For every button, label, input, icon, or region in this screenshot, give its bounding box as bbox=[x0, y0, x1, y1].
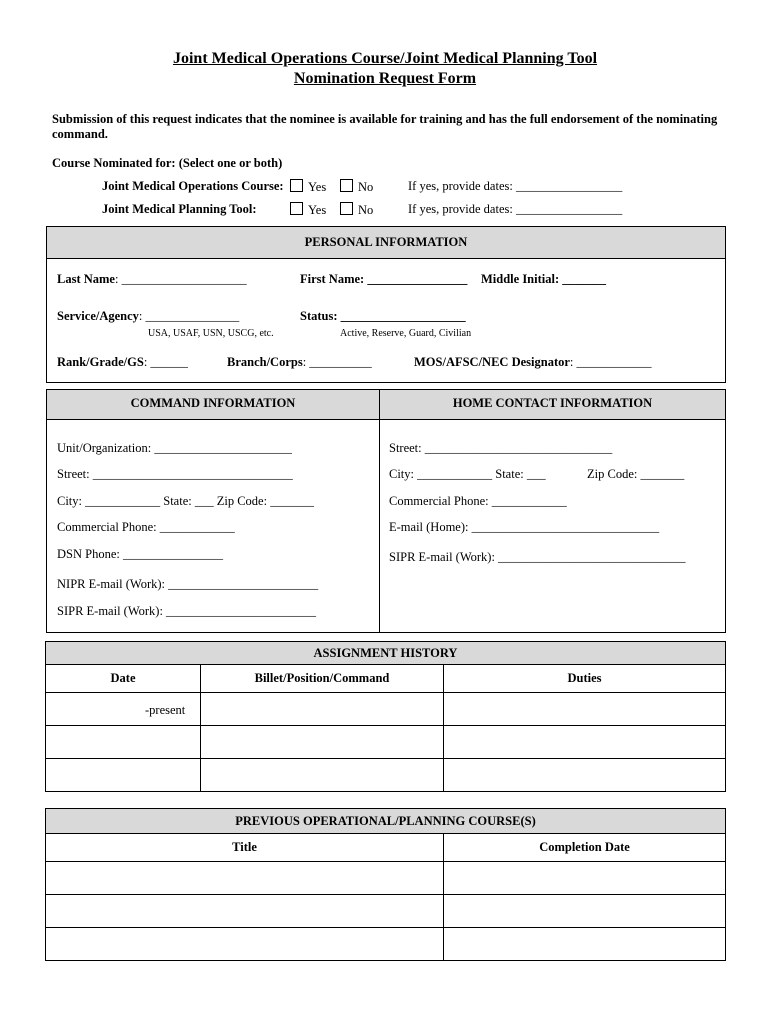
jmpt-no-label: No bbox=[358, 203, 374, 217]
assignment-billet-cell[interactable] bbox=[201, 693, 443, 725]
rank-label: Rank/Grade/GS bbox=[57, 355, 144, 369]
form-title-line2: Nomination Request Form bbox=[293, 70, 477, 87]
intro-text: Submission of this request indicates that the nominee is available for training and has the full endorsement of the nominating command. bbox=[52, 112, 718, 141]
jmpt-yes-option[interactable] bbox=[290, 202, 326, 218]
branch-line: : __________ bbox=[302, 355, 372, 369]
assignment-history-header: ASSIGNMENT HISTORY bbox=[46, 642, 725, 665]
mos-field[interactable] bbox=[414, 355, 652, 370]
previous-completion-cell[interactable] bbox=[444, 862, 725, 894]
rank-line: : ______ bbox=[143, 355, 188, 369]
last-name-label: Last Name bbox=[57, 272, 115, 286]
cmd-dsn-phone-field[interactable]: DSN Phone: ________________ bbox=[57, 547, 223, 561]
middle-initial-field[interactable]: Middle Initial: _______ bbox=[481, 272, 607, 286]
jmoc-yes-checkbox[interactable] bbox=[290, 179, 303, 192]
jmpt-yes-label: Yes bbox=[308, 203, 327, 217]
jmoc-no-option[interactable] bbox=[340, 179, 373, 195]
home-city-state-field[interactable]: City: ____________ State: ___ bbox=[389, 467, 546, 481]
command-info-header: COMMAND INFORMATION bbox=[130, 396, 296, 410]
assignment-row-rule bbox=[45, 725, 726, 726]
jmoc-no-label: No bbox=[358, 180, 374, 194]
command-home-divider bbox=[379, 389, 380, 633]
rank-field[interactable] bbox=[57, 355, 188, 370]
assignment-col-billet: Billet/Position/Command bbox=[254, 671, 390, 685]
cmd-sipr-email-field[interactable]: SIPR E-mail (Work): ________________________ bbox=[57, 604, 317, 618]
assignment-duties-cell[interactable] bbox=[444, 693, 725, 725]
jmoc-label: Joint Medical Operations Course: bbox=[102, 179, 284, 193]
last-name-field[interactable] bbox=[57, 272, 247, 287]
jmpt-dates-field[interactable]: If yes, provide dates: _________________ bbox=[408, 202, 623, 216]
cmd-street-field[interactable]: Street: ________________________________ bbox=[57, 467, 293, 481]
home-email-field[interactable]: E-mail (Home): ______________________________ bbox=[389, 520, 660, 534]
service-hint: USA, USAF, USN, USCG, etc. bbox=[148, 328, 274, 339]
jmpt-no-checkbox[interactable] bbox=[340, 202, 353, 215]
service-agency-field[interactable] bbox=[57, 309, 239, 324]
previous-row-rule bbox=[45, 894, 726, 895]
previous-col-completion: Completion Date bbox=[539, 840, 630, 854]
service-agency-label: Service/Agency bbox=[57, 309, 139, 323]
assignment-date-cell[interactable] bbox=[46, 693, 200, 725]
previous-title-cell[interactable] bbox=[46, 862, 443, 894]
assignment-col-date: Date bbox=[110, 671, 136, 685]
previous-col-title: Title bbox=[232, 840, 257, 854]
first-name-field[interactable]: First Name: ________________ bbox=[300, 272, 468, 286]
previous-courses-header: PREVIOUS OPERATIONAL/PLANNING COURSE(S) bbox=[46, 809, 725, 834]
assignment-present-label: -present bbox=[145, 703, 186, 717]
assignment-col-duties: Duties bbox=[567, 671, 602, 685]
home-sipr-email-field[interactable]: SIPR E-mail (Work): ______________________________ bbox=[389, 550, 686, 564]
jmpt-yes-checkbox[interactable] bbox=[290, 202, 303, 215]
mos-label: MOS/AFSC/NEC Designator bbox=[414, 355, 570, 369]
form-title-line1: Joint Medical Operations Course/Joint Medical Planning Tool bbox=[172, 50, 598, 67]
jmpt-no-option[interactable] bbox=[340, 202, 373, 218]
personal-info-header: PERSONAL INFORMATION bbox=[47, 227, 725, 259]
branch-label: Branch/Corps bbox=[227, 355, 303, 369]
service-agency-line: : _______________ bbox=[138, 309, 240, 323]
status-field[interactable]: Status: ____________________ bbox=[300, 309, 466, 323]
last-name-line: : ____________________ bbox=[114, 272, 247, 286]
home-contact-header: HOME CONTACT INFORMATION bbox=[452, 396, 653, 410]
jmoc-yes-option[interactable] bbox=[290, 179, 326, 195]
previous-row-rule bbox=[45, 927, 726, 928]
cmd-commercial-phone-field[interactable]: Commercial Phone: ____________ bbox=[57, 520, 235, 534]
cmd-city-state-zip-field[interactable]: City: ____________ State: ___ Zip Code: _______ bbox=[57, 494, 314, 508]
branch-field[interactable] bbox=[227, 355, 372, 370]
jmpt-label: Joint Medical Planning Tool: bbox=[102, 202, 257, 216]
home-street-field[interactable]: Street: ______________________________ bbox=[389, 441, 613, 455]
jmoc-yes-label: Yes bbox=[308, 180, 327, 194]
home-zip-field[interactable]: Zip Code: _______ bbox=[587, 467, 685, 481]
home-commercial-phone-field[interactable]: Commercial Phone: ____________ bbox=[389, 494, 567, 508]
command-home-section bbox=[46, 389, 726, 633]
course-nominated-label: Course Nominated for: (Select one or both) bbox=[52, 156, 283, 170]
jmoc-no-checkbox[interactable] bbox=[340, 179, 353, 192]
cmd-nipr-email-field[interactable]: NIPR E-mail (Work): ________________________ bbox=[57, 577, 319, 591]
mos-line: : ____________ bbox=[569, 355, 652, 369]
jmoc-dates-field[interactable]: If yes, provide dates: _________________ bbox=[408, 179, 623, 193]
assignment-row-rule bbox=[45, 758, 726, 759]
status-hint: Active, Reserve, Guard, Civilian bbox=[340, 328, 472, 339]
cmd-unit-field[interactable]: Unit/Organization: ______________________ bbox=[57, 441, 292, 455]
